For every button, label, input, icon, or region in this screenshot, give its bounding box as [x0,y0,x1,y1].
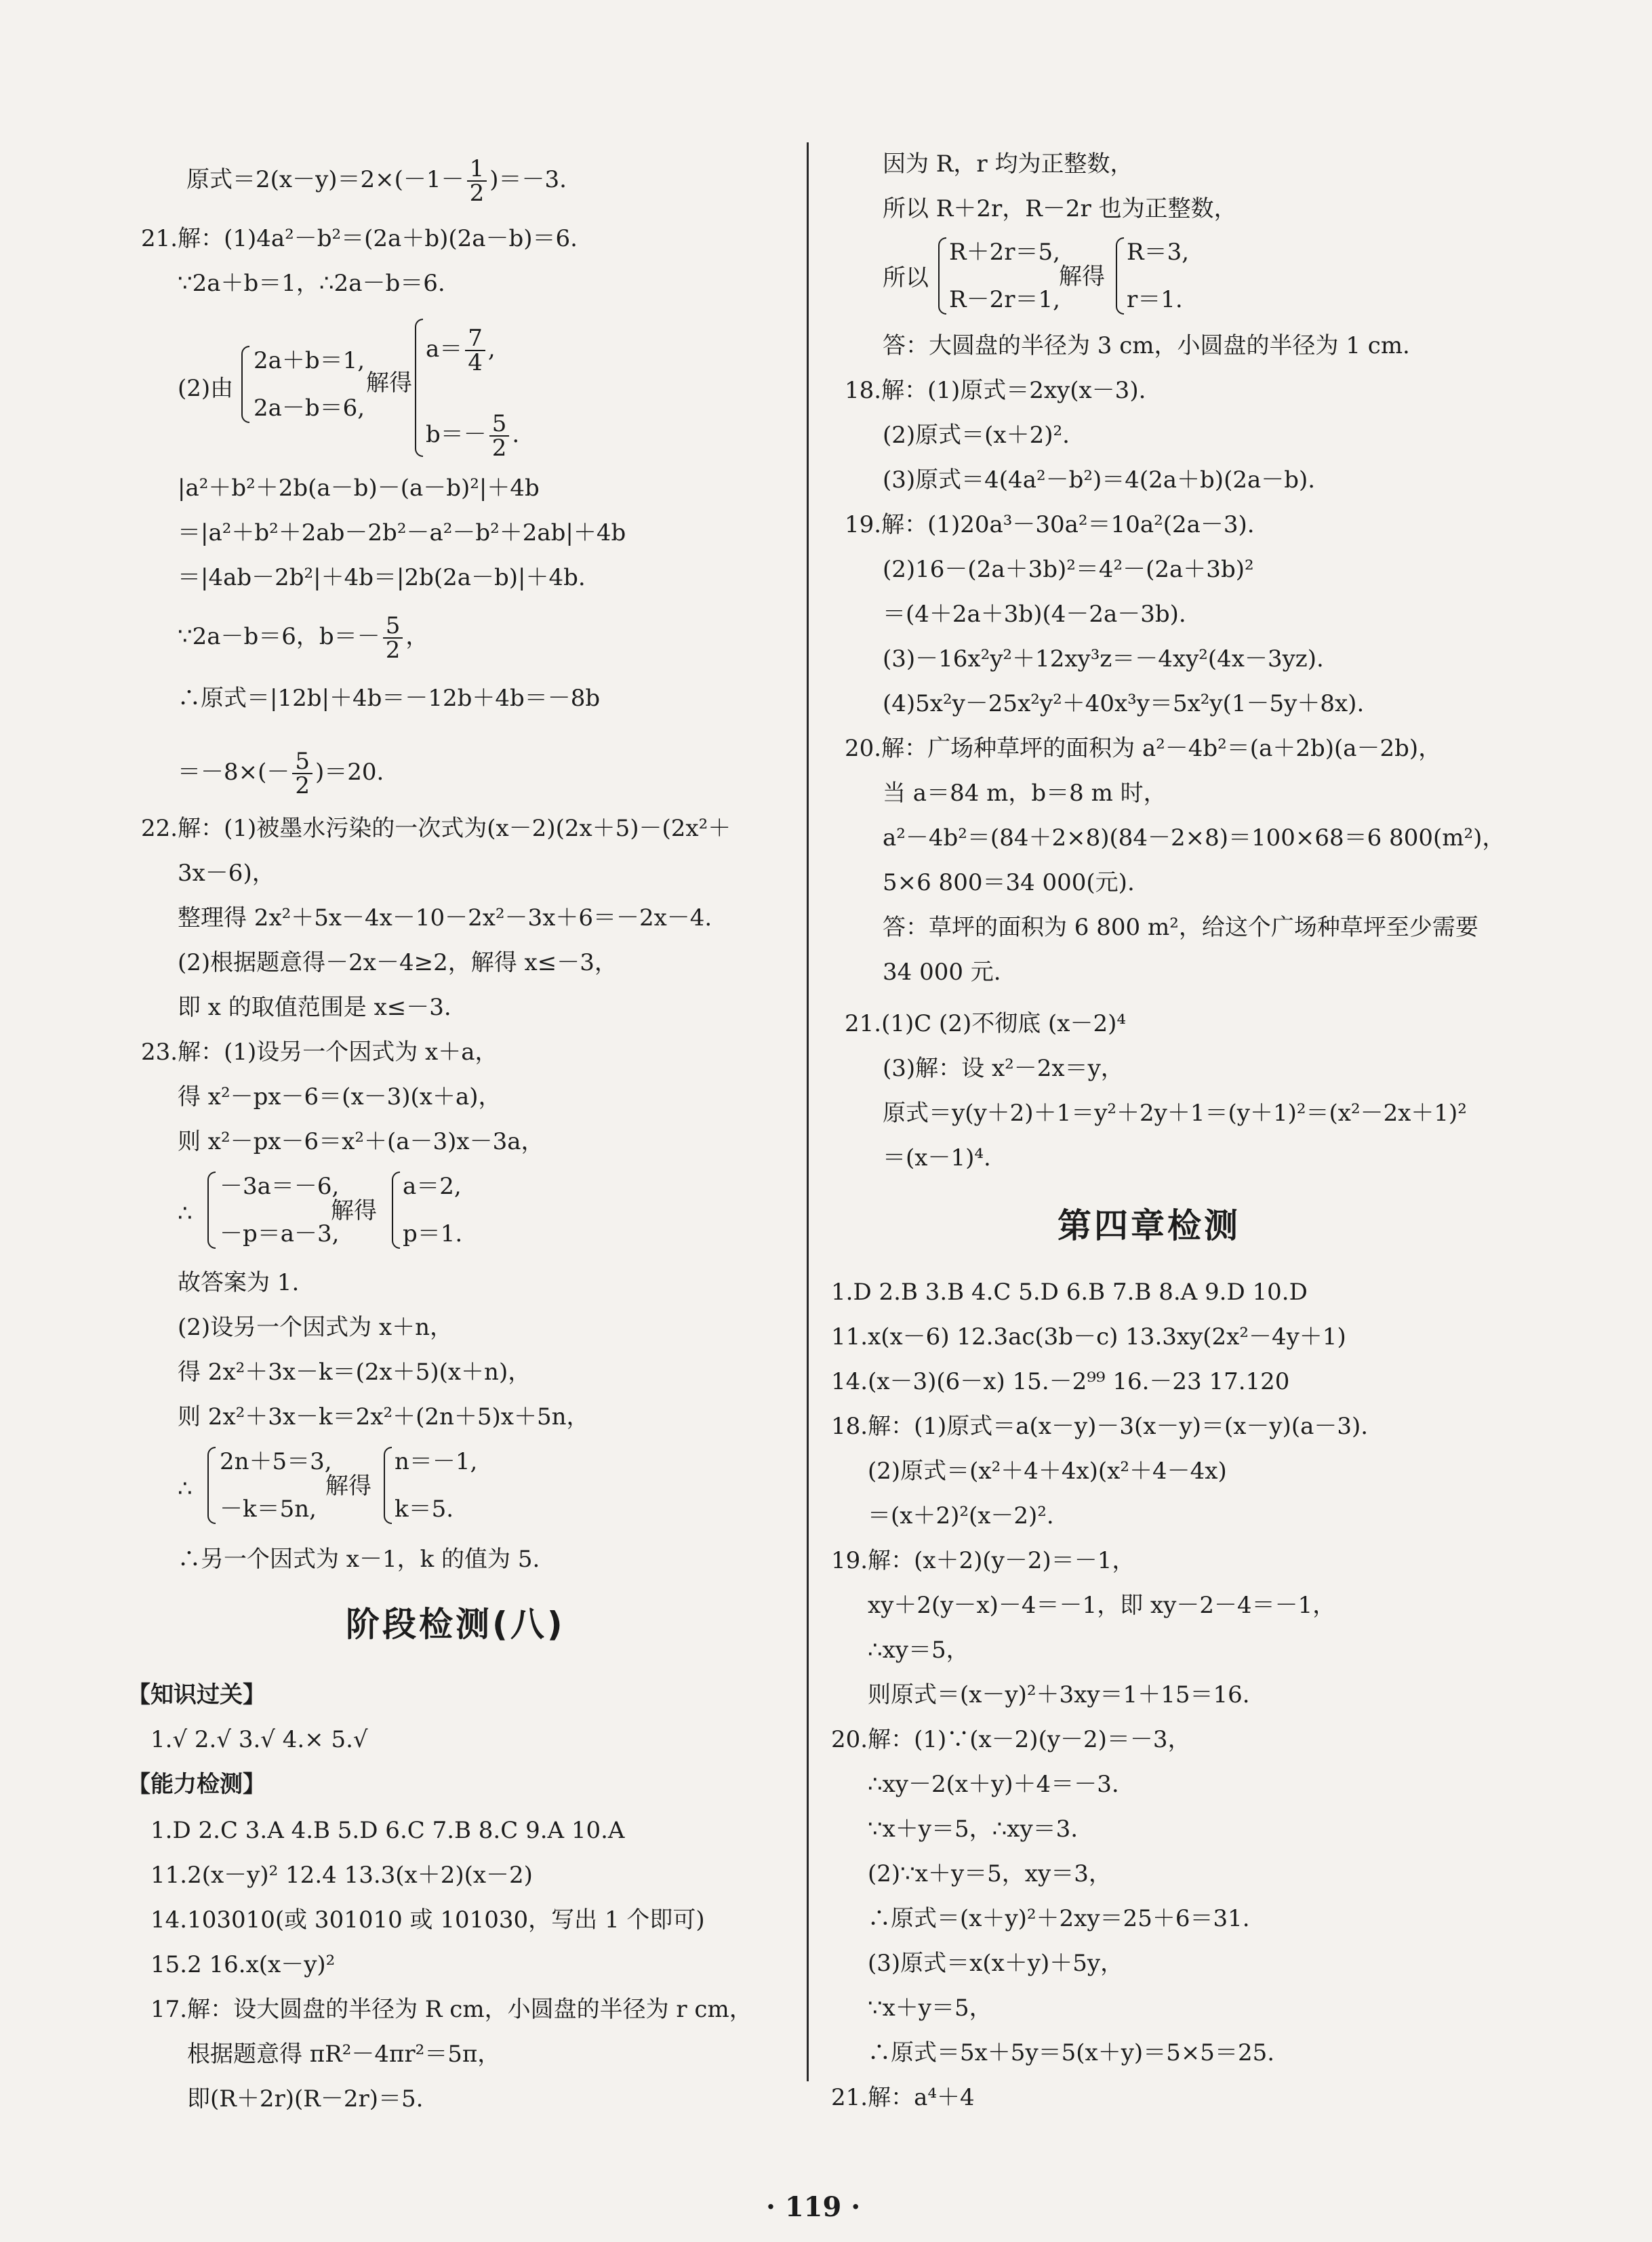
line: |a²＋b²＋2b(a－b)－(a－b)²|＋4b [178,475,540,502]
line: ∴xy－2(x＋y)＋4＝－3. [868,1771,1119,1798]
brace [207,1447,216,1524]
line: ∴ [178,1200,193,1227]
line: 21.解：a⁴＋4 [831,2084,975,2111]
line: 2a＋b＝1, [254,347,365,374]
line: 3x－6)， [178,860,275,887]
line: 15.2 16.x(x－y)² [150,1951,336,1978]
line: (2)原式＝(x²＋4＋4x)(x²＋4－4x) [868,1458,1227,1485]
line: 1.D 2.C 3.A 4.B 5.D 6.C 7.B 8.C 9.A 10.A [150,1817,625,1844]
line: 17.解：设大圆盘的半径为 R cm，小圆盘的半径为 r cm， [150,1996,752,2023]
line: 20.解：广场种草坪的面积为 a²－4b²＝(a＋2b)(a－2b)， [845,735,1442,762]
line: 所以 [883,264,929,292]
line: 11.x(x－6) 12.3ac(3b－c) 13.3xy(2x²－4y＋1) [831,1323,1346,1350]
line: 18.解：(1)原式＝2xy(x－3). [845,377,1146,404]
line: －3a＝－6, [220,1173,340,1200]
line: a²－4b²＝(84＋2×8)(84－2×8)＝100×68＝6 800(m²)， [883,824,1506,852]
line: ∵x＋y＝5，∴xy＝3. [868,1816,1079,1843]
line: 19.解：(x＋2)(y－2)＝－1， [831,1547,1135,1574]
line: 18.解：(1)原式＝a(x－y)－3(x－y)＝(x－y)(a－3). [831,1413,1369,1440]
line: k＝5. [395,1496,454,1523]
section-tag: 【能力检测】 [127,1771,266,1798]
line: (2)根据题意得－2x－4≥2，解得 x≤－3， [178,949,618,976]
line: 23.解：(1)设另一个因式为 x＋a， [141,1039,498,1066]
line: ＝－8×(－ $\frac{5}{2}$ )＝20. [178,748,384,799]
page-number: · 119 · [766,2191,861,2223]
line: ∴原式＝(x＋y)²＋2xy＝25＋6＝31. [868,1905,1250,1932]
line: (3)－16x²y²＋12xy³z＝－4xy²(4x－3yz). [883,645,1324,673]
line: 19.解：(1)20a³－30a²＝10a²(2a－3). [845,511,1255,538]
line: a＝2, [403,1173,462,1200]
section-tag: 【知识过关】 [127,1681,266,1708]
line: 答：草坪的面积为 6 800 m²，给这个广场种草坪至少需要 [883,914,1478,941]
brace [207,1172,216,1249]
line: (2)由 [178,375,234,402]
line: 则 2x²＋3x－k＝2x²＋(2n＋5)x＋5n， [178,1403,590,1430]
line: (3)原式＝x(x＋y)＋5y， [868,1950,1124,1977]
line: (2)16－(2a＋3b)²＝4²－(2a＋3b)² [883,556,1254,583]
line: 2a－b＝6, [254,395,365,422]
line: 解得 [331,1197,377,1224]
section-title: 第四章检测 [1057,1206,1241,1245]
line: 即(R＋2r)(R－2r)＝5. [187,2085,424,2113]
line: ＝|4ab－2b²|＋4b＝|2b(2a－b)|＋4b. [178,564,586,591]
line: 答：大圆盘的半径为 3 cm，小圆盘的半径为 1 cm. [883,332,1410,359]
line: (2)设另一个因式为 x＋n， [178,1314,454,1341]
line: 21.(1)C (2)不彻底 (x－2)⁴ [845,1010,1126,1037]
brace [384,1447,392,1524]
line: ∵2a－b＝6，b＝－ $\frac{5}{2}$ ， [178,612,429,664]
line: 因为 R，r 均为正整数， [883,151,1133,178]
line: 2n＋5＝3, [220,1448,332,1475]
line: 得 2x²＋3x－k＝(2x＋5)(x＋n)， [178,1359,531,1386]
line: －k＝5n, [220,1496,317,1523]
line: 则原式＝(x－y)²＋3xy＝1＋15＝16. [868,1681,1250,1708]
line: 整理得 2x²＋5x－4x－10－2x²－3x＋6＝－2x－4. [178,904,712,932]
line: ∵x＋y＝5， [868,1995,992,2022]
line: ＝|a²＋b²＋2ab－2b²－a²－b²＋2ab|＋4b [178,519,626,546]
line: ＝(x－1)⁴. [883,1144,991,1172]
line: ＝(x＋2)²(x－2)². [868,1502,1054,1529]
line: 21.解：(1)4a²－b²＝(2a＋b)(2a－b)＝6. [141,225,578,252]
line: 则 x²－px－6＝x²＋(a－3)x－3a， [178,1128,544,1155]
line: 5×6 800＝34 000(元). [883,869,1135,896]
brace [938,237,946,315]
section-title: 阶段检测(八) [346,1605,565,1644]
line: b＝－ $\frac{5}{2}$ . [426,410,520,462]
line: 故答案为 1. [178,1269,300,1296]
line: 解得 [1059,263,1105,290]
line: (3)原式＝4(4a²－b²)＝4(2a＋b)(2a－b). [883,466,1316,494]
line: 即 x 的取值范围是 x≤－3. [178,994,451,1021]
line: 当 a＝84 m，b＝8 m 时， [883,780,1167,807]
line: n＝－1, [395,1448,478,1475]
line: 原式＝2(x－y)＝2×(－1－ $\frac{1}{2}$ )＝－3. [186,155,567,207]
line: 根据题意得 πR²－4πr²＝5π， [187,2041,501,2068]
line: 11.2(x－y)² 12.4 13.3(x＋2)(x－2) [150,1862,533,1889]
line: 1.D 2.B 3.B 4.C 5.D 6.B 7.B 8.A 9.D 10.D [831,1279,1308,1306]
line: p＝1. [403,1220,463,1247]
column-divider [807,142,809,2081]
line: ＝(4＋2a＋3b)(4－2a－3b). [883,601,1186,628]
line: 34 000 元. [883,959,1001,986]
line: R＋2r＝5, [949,239,1060,266]
line: ∴原式＝5x＋5y＝5(x＋y)＝5×5＝25. [868,2039,1275,2066]
line: ∴原式＝|12b|＋4b＝－12b＋4b＝－8b [178,685,601,712]
brace [392,1172,400,1249]
line: R＝3, [1127,239,1190,266]
line: r＝1. [1127,286,1183,313]
line: 得 x²－px－6＝(x－3)(x＋a)， [178,1083,502,1110]
line: －p＝a－3, [220,1220,340,1247]
line: 原式＝y(y＋2)＋1＝y²＋2y＋1＝(y＋1)²＝(x²－2x＋1)² [883,1100,1467,1127]
brace [415,319,423,457]
line: 20.解：(1)∵(x－2)(y－2)＝－3， [831,1726,1191,1753]
line: (4)5x²y－25x²y²＋40x³y＝5x²y(1－5y＋8x). [883,690,1365,717]
brace [1116,237,1124,315]
line: 1.√ 2.√ 3.√ 4.× 5.√ [150,1726,368,1753]
line: (2)∵x＋y＝5，xy＝3， [868,1860,1112,1887]
line: 解得 [366,369,412,397]
line: 14.103010(或 301010 或 101030，写出 1 个即可) [150,1906,705,1934]
line: ∴ [178,1475,193,1502]
line: ∴另一个因式为 x－1，k 的值为 5. [178,1546,540,1573]
line: 解得 [325,1473,371,1500]
line: a＝ $\frac{7}{4}$ , [426,325,496,376]
line: 14.(x－3)(6－x) 15.－2⁹⁹ 16.－23 17.120 [831,1368,1290,1395]
line: ∵2a＋b＝1，∴2a－b＝6. [178,270,445,297]
line: (3)解：设 x²－2x＝y， [883,1055,1124,1082]
line: 所以 R＋2r，R－2r 也为正整数， [883,195,1237,222]
line: ∴xy＝5， [868,1637,969,1664]
line: R－2r＝1, [949,286,1060,313]
line: 22.解：(1)被墨水污染的一次式为(x－2)(2x＋5)－(2x²＋ [141,815,731,842]
line: (2)原式＝(x＋2)². [883,422,1070,449]
brace [241,346,249,423]
line: xy＋2(y－x)－4＝－1，即 xy－2－4＝－1， [868,1592,1336,1619]
